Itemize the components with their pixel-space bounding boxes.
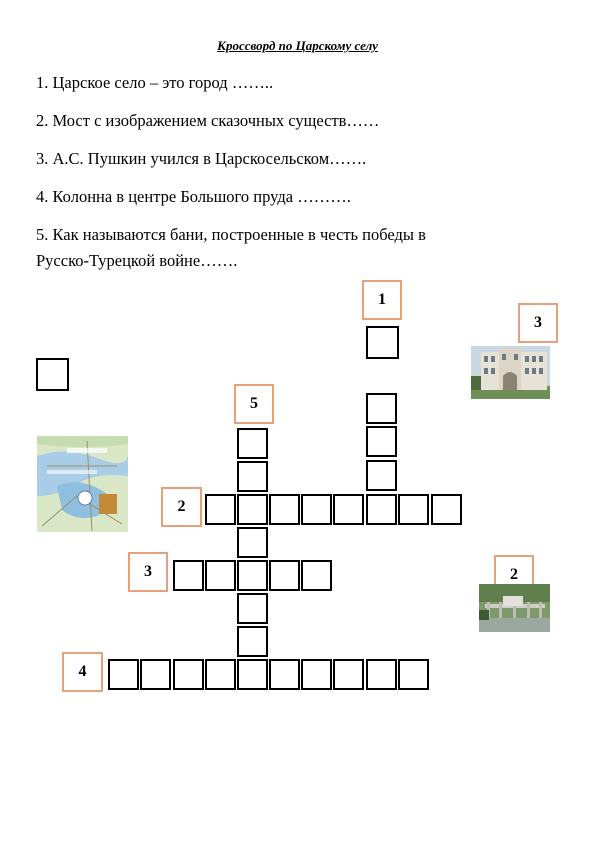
crossword-cell[interactable] bbox=[431, 494, 462, 525]
crossword-cell[interactable] bbox=[173, 560, 204, 591]
crossword-cell[interactable] bbox=[301, 659, 332, 690]
crossword-cell[interactable] bbox=[205, 560, 236, 591]
crossword-cell[interactable] bbox=[205, 494, 236, 525]
bridge-photo bbox=[479, 584, 550, 632]
crossword-cell[interactable] bbox=[237, 527, 268, 558]
clue-number-2-photo: 2 bbox=[494, 555, 534, 595]
crossword-cell[interactable] bbox=[301, 560, 332, 591]
crossword-title: Кроссворд по Царскому селу bbox=[217, 38, 378, 53]
crossword-cell[interactable] bbox=[366, 659, 397, 690]
clue-number-1: 1 bbox=[362, 280, 402, 320]
clue-number-5: 5 bbox=[234, 384, 274, 424]
crossword-cell[interactable] bbox=[237, 593, 268, 624]
crossword-cell[interactable] bbox=[237, 428, 268, 459]
crossword-cell[interactable] bbox=[269, 494, 300, 525]
question-1: 1. Царское село – это город …….. bbox=[36, 73, 274, 92]
crossword-cell[interactable] bbox=[269, 659, 300, 690]
crossword-cell[interactable] bbox=[140, 659, 171, 690]
crossword-cell[interactable] bbox=[333, 659, 364, 690]
crossword-cell[interactable] bbox=[366, 393, 397, 424]
clue-number-2: 2 bbox=[161, 487, 202, 527]
crossword-cell[interactable] bbox=[333, 494, 364, 525]
question-5-continued: Русско-Турецкой войне……. bbox=[36, 251, 238, 270]
crossword-cell[interactable] bbox=[398, 659, 429, 690]
crossword-cell[interactable] bbox=[269, 560, 300, 591]
crossword-cell[interactable] bbox=[366, 494, 397, 525]
crossword-cell[interactable] bbox=[366, 326, 399, 359]
crossword-cell[interactable] bbox=[366, 426, 397, 457]
clue-number-3: 3 bbox=[128, 552, 168, 592]
lyceum-photo bbox=[471, 346, 550, 399]
crossword-cell[interactable] bbox=[173, 659, 204, 690]
question-3: 3. А.С. Пушкин учился в Царскосельском……. bbox=[36, 149, 367, 168]
crossword-cell[interactable] bbox=[237, 560, 268, 591]
crossword-cell[interactable] bbox=[398, 494, 429, 525]
crossword-cell[interactable] bbox=[108, 659, 139, 690]
crossword-cell[interactable] bbox=[205, 659, 236, 690]
crossword-cell[interactable] bbox=[237, 626, 268, 657]
question-2: 2. Мост с изображением сказочных существ…… bbox=[36, 111, 380, 130]
crossword-cell[interactable] bbox=[237, 659, 268, 690]
park-map bbox=[37, 436, 128, 532]
crossword-cell[interactable] bbox=[366, 460, 397, 491]
crossword-cell[interactable] bbox=[237, 494, 268, 525]
clue-number-4: 4 bbox=[62, 652, 103, 692]
clue-number-3-top: 3 bbox=[518, 303, 558, 343]
crossword-cell[interactable] bbox=[301, 494, 332, 525]
question-5: 5. Как называются бани, построенные в честь победы в bbox=[36, 225, 426, 244]
crossword-cell[interactable] bbox=[36, 358, 69, 391]
question-4: 4. Колонна в центре Большого пруда ………. bbox=[36, 187, 351, 206]
crossword-cell[interactable] bbox=[237, 461, 268, 492]
